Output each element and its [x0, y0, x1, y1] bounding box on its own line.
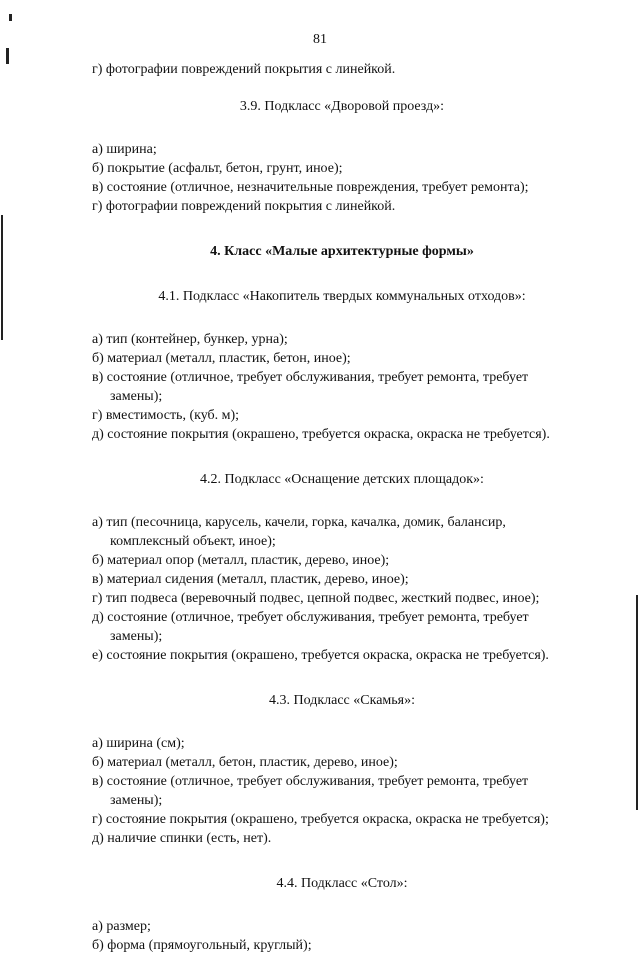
section-heading: 4. Класс «Малые архитектурные формы» [210, 244, 474, 259]
scan-mark-top [9, 14, 12, 21]
list-item: б) форма (прямоугольный, круглый); [92, 938, 312, 953]
scan-edge-left [1, 215, 3, 340]
list-item: а) тип (контейнер, бункер, урна); [92, 332, 288, 347]
list-item: в) состояние (отличное, требует обслуживания, требует ремонта, требует [92, 774, 529, 789]
list-item: г) состояние покрытия (окрашено, требуется окраска, окраска не требуется); [92, 812, 549, 827]
list-item: б) материал (металл, бетон, пластик, дерево, иное); [92, 755, 398, 770]
section-heading: 3.9. Подкласс «Дворовой проезд»: [239, 99, 445, 114]
list-item: комплексный объект, иное); [110, 534, 276, 549]
section-heading: 4.3. Подкласс «Скамья»: [269, 693, 415, 708]
list-item: замены); [110, 389, 163, 404]
list-item: а) размер; [92, 919, 151, 934]
list-item: в) состояние (отличное, незначительные повреждения, требует ремонта); [92, 180, 529, 195]
list-item: а) тип (песочница, карусель, качели, горка, качалка, домик, балансир, [92, 515, 506, 530]
scan-mark-left [6, 48, 9, 64]
section-heading: 4.1. Подкласс «Накопитель твердых коммунальных отходов»: [158, 289, 526, 304]
list-item: б) покрытие (асфальт, бетон, грунт, иное); [92, 161, 343, 176]
document-body [92, 60, 592, 955]
list-item: д) состояние (отличное, требует обслуживания, требует ремонта, требует [92, 610, 529, 625]
page-number: 81 [313, 32, 327, 47]
list-item: д) наличие спинки (есть, нет). [92, 831, 272, 846]
list-item: г) тип подвеса (веревочный подвес, цепной подвес, жесткий подвес, иное); [92, 591, 540, 606]
list-item: г) вместимость, (куб. м); [92, 408, 240, 423]
list-item: а) ширина; [92, 142, 157, 157]
section-heading: 4.4. Подкласс «Стол»: [276, 876, 408, 891]
intro-line: г) фотографии повреждений покрытия с линейкой. [92, 62, 396, 77]
list-item: б) материал опор (металл, пластик, дерево, иное); [92, 553, 390, 568]
list-item: замены); [110, 793, 163, 808]
scan-edge-right [636, 595, 638, 810]
list-item: в) состояние (отличное, требует обслуживания, требует ремонта, требует [92, 370, 529, 385]
list-item: д) состояние покрытия (окрашено, требуется окраска, окраска не требуется). [92, 427, 550, 442]
list-item: е) состояние покрытия (окрашено, требуется окраска, окраска не требуется). [92, 648, 549, 663]
list-item: б) материал (металл, пластик, бетон, иное); [92, 351, 351, 366]
list-item: а) ширина (см); [92, 736, 185, 751]
list-item: г) фотографии повреждений покрытия с линейкой. [92, 199, 396, 214]
list-item: замены); [110, 629, 163, 644]
section-heading: 4.2. Подкласс «Оснащение детских площадок»: [200, 472, 484, 487]
list-item: в) материал сидения (металл, пластик, дерево, иное); [92, 572, 409, 587]
